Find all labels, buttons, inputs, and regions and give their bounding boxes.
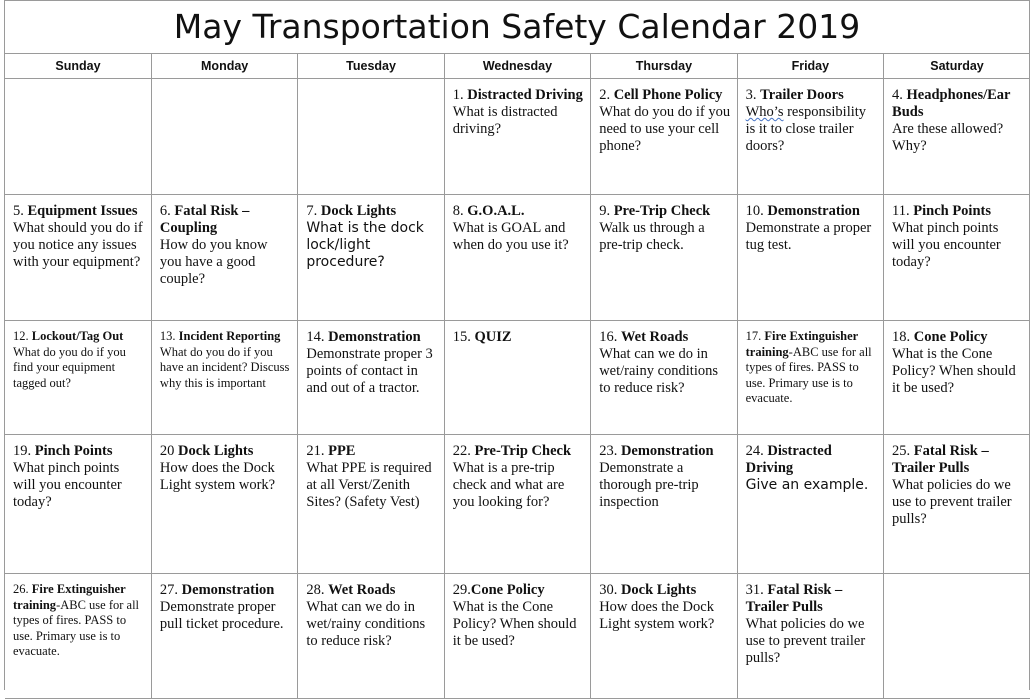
day-number: 15. — [452, 329, 475, 345]
weekday-header-row — [5, 54, 1030, 79]
day-question: What PPE is required at all Verst/Zenith Sites? (Safety Vest) — [306, 460, 432, 510]
day-topic: Pinch Points — [34, 443, 113, 459]
day-cell-30 — [591, 574, 737, 699]
day-cell-14 — [298, 321, 444, 435]
day-number: 19. — [13, 443, 35, 459]
day-question: What policies do we use to prevent trailer pulls? — [745, 616, 866, 666]
day-number: 31. — [745, 582, 768, 598]
day-question: What is the Cone Policy? When should it be used? — [452, 599, 577, 649]
day-question: What is the Cone Policy? When should it be used? — [892, 346, 1016, 396]
day-cell-9 — [591, 195, 737, 321]
calendar-title: May Transportation Safety Calendar 2019 — [5, 1, 1029, 54]
day-topic: Cell Phone Policy — [613, 87, 723, 103]
day-topic: Pinch Points — [913, 203, 991, 219]
day-number: 9. — [599, 203, 614, 219]
day-cell-empty — [884, 574, 1030, 699]
day-cell-3 — [737, 79, 883, 195]
day-cell-empty — [5, 79, 151, 195]
day-number: 1. — [452, 87, 468, 103]
day-number: 25. — [892, 443, 914, 459]
weekday-friday: Friday — [737, 54, 883, 79]
day-cell-31 — [737, 574, 883, 699]
day-number: 2. — [599, 87, 614, 103]
day-number: 7. — [306, 203, 321, 219]
day-topic: Dock Lights — [320, 203, 397, 219]
day-question: What is distracted driving? — [452, 104, 558, 137]
day-cell-19 — [5, 435, 151, 574]
day-cell-4 — [884, 79, 1030, 195]
day-topic: Trailer Doors — [760, 87, 844, 103]
day-topic: Dock Lights — [178, 443, 254, 459]
day-topic: Distracted Driving — [467, 87, 583, 103]
day-question: Demonstrate proper pull ticket procedure. — [159, 599, 284, 632]
day-number: 16. — [599, 329, 621, 345]
day-cell-6 — [151, 195, 297, 321]
day-cell-11 — [884, 195, 1030, 321]
day-number: 20 — [159, 443, 179, 459]
day-cell-21 — [298, 435, 444, 574]
day-cell-27 — [151, 574, 297, 699]
day-topic: Fatal Risk – Coupling — [159, 203, 250, 236]
weekday-sunday: Sunday — [5, 54, 151, 79]
weekday-monday: Monday — [151, 54, 297, 79]
day-question: Demonstrate proper 3 points of contact in and out of a tractor. — [306, 346, 433, 396]
day-number: 10. — [745, 203, 768, 219]
day-cell-28 — [298, 574, 444, 699]
day-question: What do you do if you find your equipment tagged out? — [13, 344, 126, 390]
day-topic: Distracted Driving — [745, 443, 832, 476]
day-number: 12. — [13, 329, 32, 343]
week-row — [5, 574, 1030, 699]
day-question: How do you know you have a good couple? — [159, 237, 268, 287]
day-question: What is the dock lock/light procedure? — [306, 220, 424, 270]
day-cell-26 — [5, 574, 151, 699]
day-question: Are these allowed? Why? — [892, 121, 1004, 154]
day-cell-15 — [444, 321, 590, 435]
calendar-grid — [5, 54, 1030, 699]
day-cell-17 — [737, 321, 883, 435]
day-question: Demonstrate a proper tug test. — [745, 220, 872, 253]
day-topic: QUIZ — [474, 329, 512, 345]
day-topic: Fire Extinguisher training — [13, 582, 126, 612]
day-number: 8. — [452, 203, 468, 219]
day-question: -ABC use for all types of fires. PASS to use. Primary use is to evacuate. — [13, 597, 140, 658]
day-number: 6. — [159, 203, 175, 219]
day-number: 28. — [306, 582, 329, 598]
day-question: What pinch points will you encounter today? — [13, 460, 122, 510]
week-row — [5, 435, 1030, 574]
day-topic: Headphones/Ear Buds — [892, 87, 1011, 120]
day-topic: G.O.A.L. — [467, 203, 525, 219]
day-number: 14. — [306, 329, 329, 345]
day-topic: Demonstration — [328, 329, 421, 345]
day-topic: Lockout/Tag Out — [31, 329, 124, 343]
day-cell-29 — [444, 574, 590, 699]
day-topic: Cone Policy — [470, 582, 545, 598]
day-cell-empty — [298, 79, 444, 195]
day-cell-2 — [591, 79, 737, 195]
day-cell-7 — [298, 195, 444, 321]
day-question: What pinch points will you encounter today? — [892, 220, 1001, 270]
calendar — [4, 0, 1030, 690]
day-question: What is a pre-trip check and what are you looking for? — [452, 460, 565, 510]
day-topic: Incident Reporting — [178, 329, 281, 343]
weekday-wednesday: Wednesday — [444, 54, 590, 79]
day-topic: Pre-Trip Check — [474, 443, 572, 459]
day-question: -ABC use for all types of fires. PASS to use. Primary use is to evacuate. — [745, 344, 872, 405]
day-topic: Demonstration — [181, 582, 275, 598]
day-number: 26. — [13, 582, 32, 596]
day-cell-24 — [737, 435, 883, 574]
day-question: What do you do if you have an incident? Discuss why this is important — [159, 344, 290, 390]
spellcheck-word: Who’s — [745, 104, 784, 120]
day-topic: Fatal Risk – Trailer Pulls — [892, 443, 989, 476]
weekday-thursday: Thursday — [591, 54, 737, 79]
week-row — [5, 195, 1030, 321]
day-topic: Cone Policy — [913, 329, 988, 345]
day-topic: Dock Lights — [620, 582, 697, 598]
weekday-saturday: Saturday — [884, 54, 1030, 79]
day-question: What do you do if you need to use your cell phone? — [599, 104, 731, 154]
day-number: 29. — [452, 582, 471, 598]
day-question: Give an example. — [745, 477, 869, 493]
day-question: How does the Dock Light system work? — [599, 599, 715, 632]
week-row — [5, 321, 1030, 435]
day-cell-12 — [5, 321, 151, 435]
day-topic: Demonstration — [620, 443, 714, 459]
day-number: 27. — [159, 582, 182, 598]
day-cell-22 — [444, 435, 590, 574]
day-question: responsibility is it to close trailer doors? — [745, 104, 867, 154]
day-topic: Wet Roads — [328, 582, 396, 598]
day-number: 18. — [892, 329, 914, 345]
day-question: Walk us through a pre-trip check. — [599, 220, 705, 253]
day-number: 23. — [599, 443, 621, 459]
day-cell-empty — [151, 79, 297, 195]
day-cell-25 — [884, 435, 1030, 574]
day-question: What can we do in wet/rainy conditions to reduce risk? — [306, 599, 426, 649]
day-question: What should you do if you notice any issues with your equipment? — [13, 220, 143, 270]
day-number: 13. — [159, 329, 179, 343]
day-topic: Demonstration — [767, 203, 860, 219]
day-cell-20 — [151, 435, 297, 574]
day-topic: Pre-Trip Check — [613, 203, 711, 219]
day-number: 3. — [745, 87, 761, 103]
day-cell-23 — [591, 435, 737, 574]
day-cell-10 — [737, 195, 883, 321]
day-question: How does the Dock Light system work? — [159, 460, 276, 493]
day-topic: Equipment Issues — [27, 203, 138, 219]
day-cell-1 — [444, 79, 590, 195]
weekday-tuesday: Tuesday — [298, 54, 444, 79]
day-question: Demonstrate a thorough pre-trip inspection — [599, 460, 699, 510]
day-topic: Wet Roads — [620, 329, 689, 345]
day-number: 21. — [306, 443, 329, 459]
day-number: 17. — [745, 329, 765, 343]
day-cell-18 — [884, 321, 1030, 435]
day-question: What is GOAL and when do you use it? — [452, 220, 569, 253]
day-cell-13 — [151, 321, 297, 435]
day-topic: Fire Extinguisher training — [745, 329, 858, 359]
day-cell-16 — [591, 321, 737, 435]
day-topic: Fatal Risk – Trailer Pulls — [745, 582, 843, 615]
day-question: What can we do in wet/rainy conditions to reduce risk? — [599, 346, 718, 396]
week-row — [5, 79, 1030, 195]
day-question: What policies do we use to prevent trailer pulls? — [892, 477, 1012, 527]
day-cell-5 — [5, 195, 151, 321]
day-number: 4. — [892, 87, 907, 103]
day-number: 24. — [745, 443, 768, 459]
day-cell-8 — [444, 195, 590, 321]
day-number: 5. — [13, 203, 28, 219]
day-topic: PPE — [328, 443, 356, 459]
day-number: 30. — [599, 582, 621, 598]
day-number: 11. — [892, 203, 914, 219]
day-number: 22. — [452, 443, 475, 459]
